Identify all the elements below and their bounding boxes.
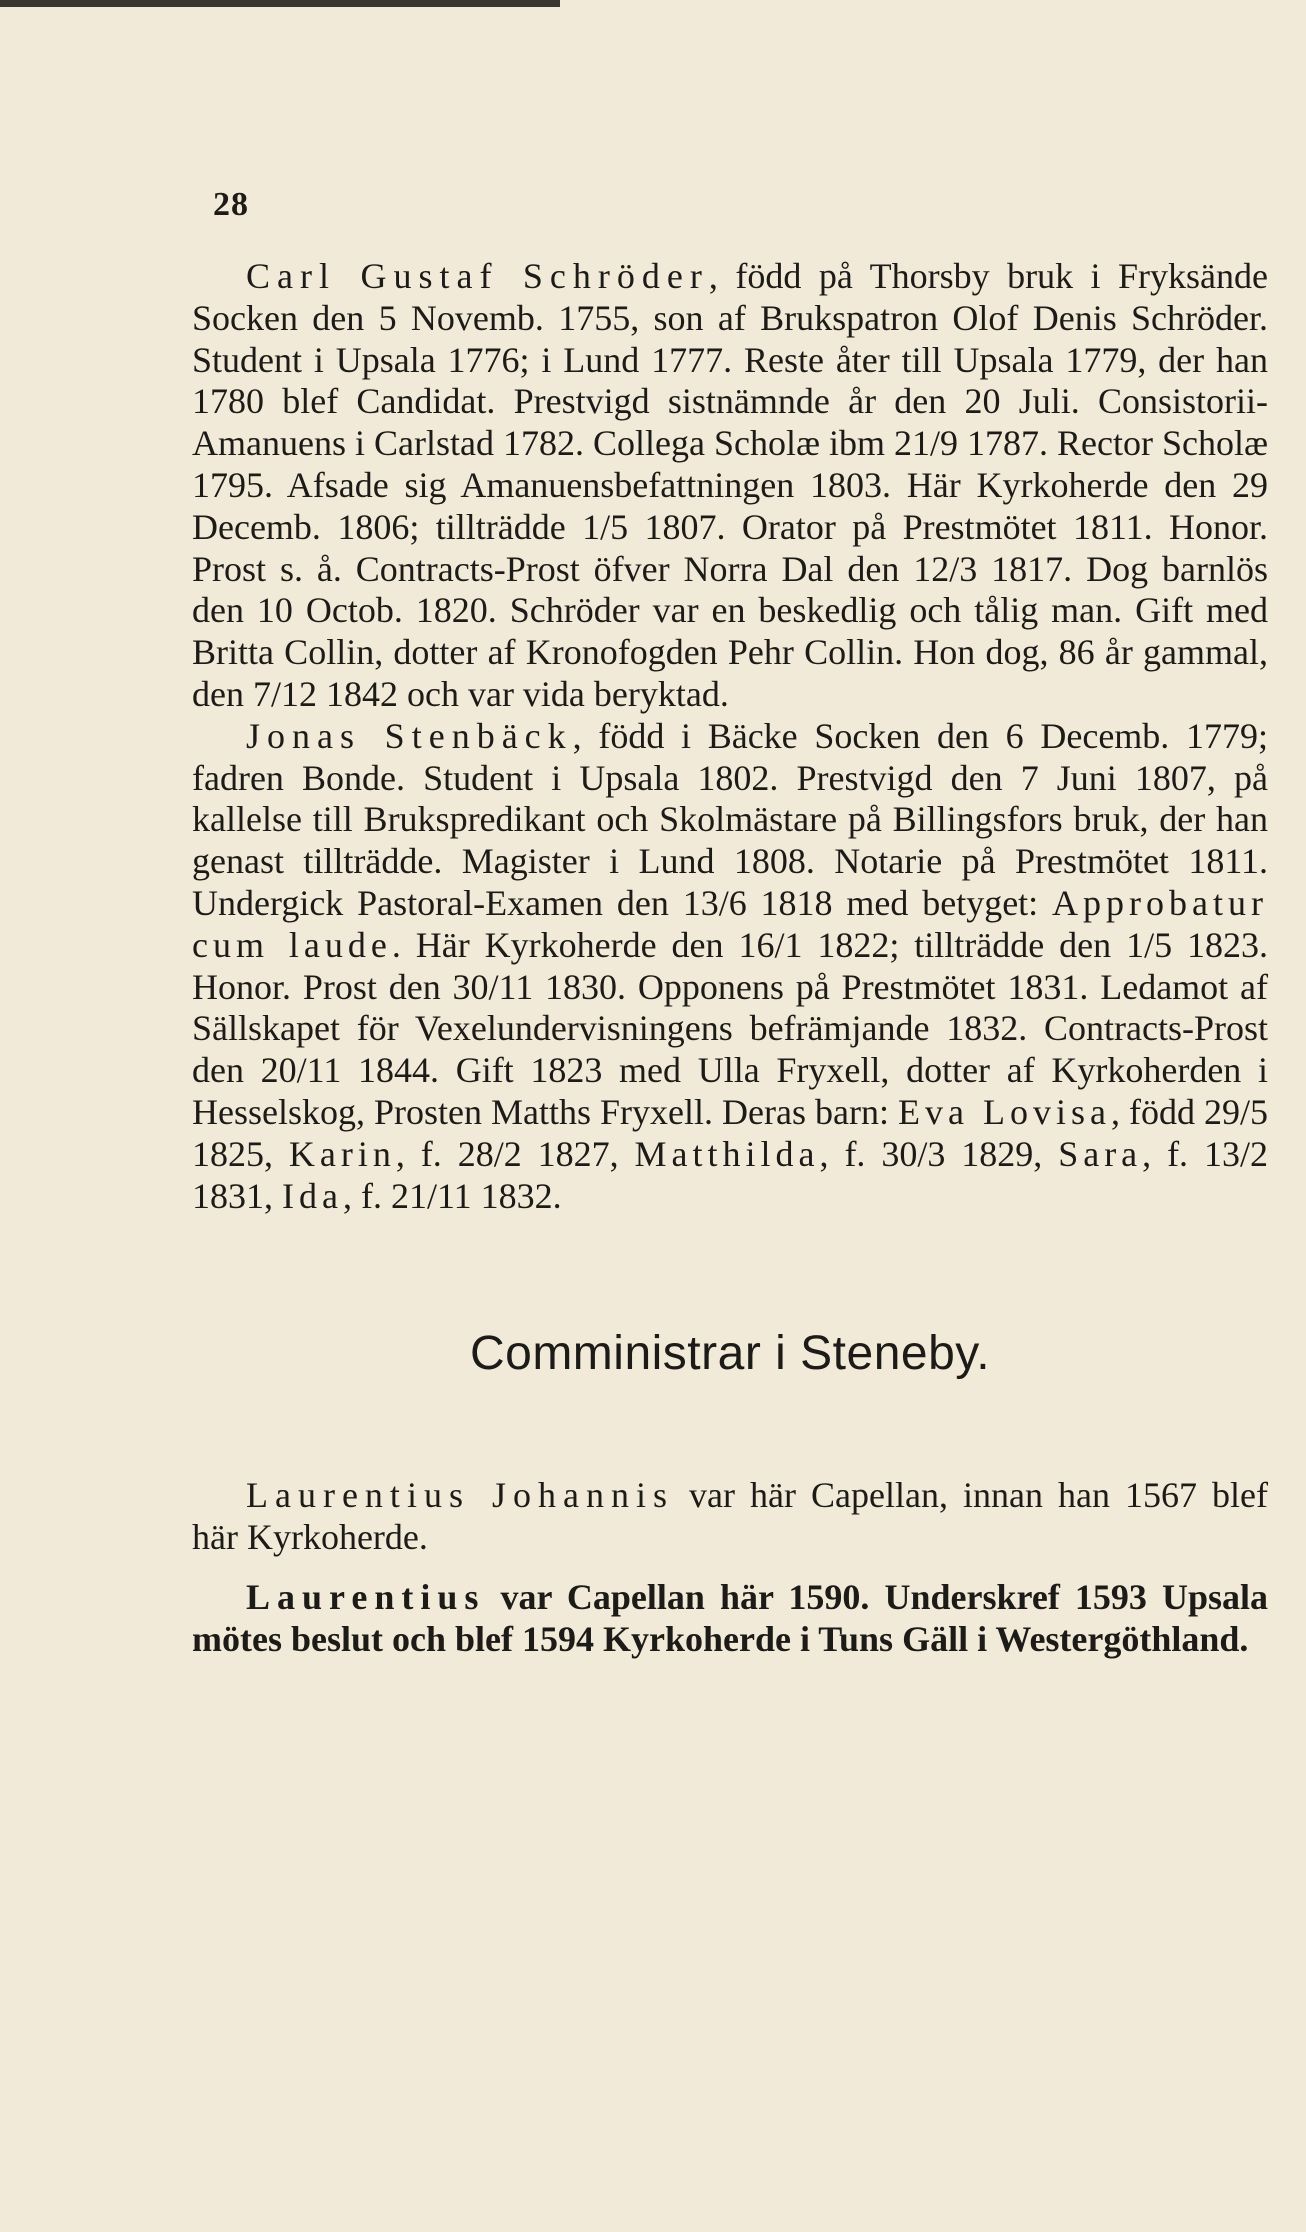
person-name-carl-gustaf-schroder: Carl Gustaf Schröder [246,256,709,296]
biography-text-carl-schroder: , född på Thorsby bruk i Fryksände Socken den 5 Novemb. 1755, son af Brukspatron Olof Denis Schröder. Student i Upsala 1776; i Lund 1777. Reste åter till Upsala 1779, der han 1780 blef Candidat. Prestvigd sistnämnde år den 20 Juli. Consistorii-Amanuens i Carlstad 1782. Collega Scholæ ibm 21/9 1787. Rector Scholæ 1795. Afsade sig Amanuensbefattningen 1803. Här Kyrkoherde den 29 Decemb. 1806; tillträdde 1/5 1807. Orator på Prestmötet 1811. Honor. Prost s. å. Contracts-Prost öfver Norra Dal den 12/3 1817. Dog barnlös den 10 Octob. 1820. Schröder var en beskedlig och tålig man. Gift med Britta Collin, dotter af Kronofogden Pehr Collin. Hon dog, 86 år gammal, den 7/12 1842 och var vida beryktad. [192,256,1268,714]
biography-entry-jonas-stenback [192,716,1268,1218]
biography-entry-carl-schroder [192,256,1268,716]
comminister-entry-laurentius [192,1577,1268,1661]
page-number: 28 [213,186,249,223]
section-heading-comministrar: Comministrar i Steneby. [469,1327,991,1381]
top-page-rule [0,0,560,7]
child-birth-eva-lovisa: , född 29/5 1825, [192,1091,1268,1174]
comminister-entry-laurentius-johannis [192,1475,1268,1559]
page-content [192,256,1268,1679]
child-birth-ida: , f. 21/11 1832. [342,1175,562,1216]
biography-text-jonas-stenback-part-1: , född i Bäcke Socken den 6 Decemb. 1779; fadren Bonde. Student i Upsala 1802. Prestvigd den 7 Juni 1807, på kallelse till Brukspredikant och Skolmästare på Billingsfors bruk, der han genast tillträdde. Magister i Lund 1808. Notarie på Prestmötet 1811. Undergick Pastoral-Examen den 13/6 1818 med betyget: [192,715,1268,923]
child-name-sara: Sara [1058,1133,1143,1174]
person-name-jonas-stenback: Jonas Stenbäck [246,715,573,756]
person-name-laurentius-johannis: Laurentius Johannis [246,1475,674,1516]
child-name-ida: Ida [282,1175,343,1216]
child-name-karin: Karin [288,1133,396,1174]
exam-grade: Approbatur cum laude [192,882,1268,965]
child-name-eva-lovisa: Eva Lovisa [898,1091,1111,1132]
child-birth-karin: , f. 28/2 1827, [395,1133,635,1174]
comminister-text-laurentius-johannis: var här Capellan, innan han 1567 blef här Kyrkoherde. [192,1475,1269,1558]
biography-text-jonas-stenback-part-2: . Här Kyrkoherde den 16/1 1822; tillträdde den 1/5 1823. Honor. Prost den 30/11 1830. Opponens på Prestmötet 1831. Ledamot af Sällskapet för Vexelundervisningens befrämjande 1832. Contracts-Prost den 20/11 1844. Gift 1823 med Ulla Fryxell, dotter af Kyrkoherden i Hesselskog, Prosten Matths Fryxell. Deras barn: [192,924,1268,1132]
child-birth-sara: , f. 13/2 1831, [192,1133,1268,1216]
comminister-text-laurentius: var Capellan här 1590. Underskref 1593 Upsala mötes beslut och blef 1594 Kyrkoherde i Tuns Gäll i Westergöthland. [192,1576,1268,1659]
child-name-matthilda: Matthilda [634,1133,820,1174]
person-name-laurentius: Laurentius [246,1576,486,1617]
child-birth-matthilda: , f. 30/3 1829, [819,1133,1059,1174]
